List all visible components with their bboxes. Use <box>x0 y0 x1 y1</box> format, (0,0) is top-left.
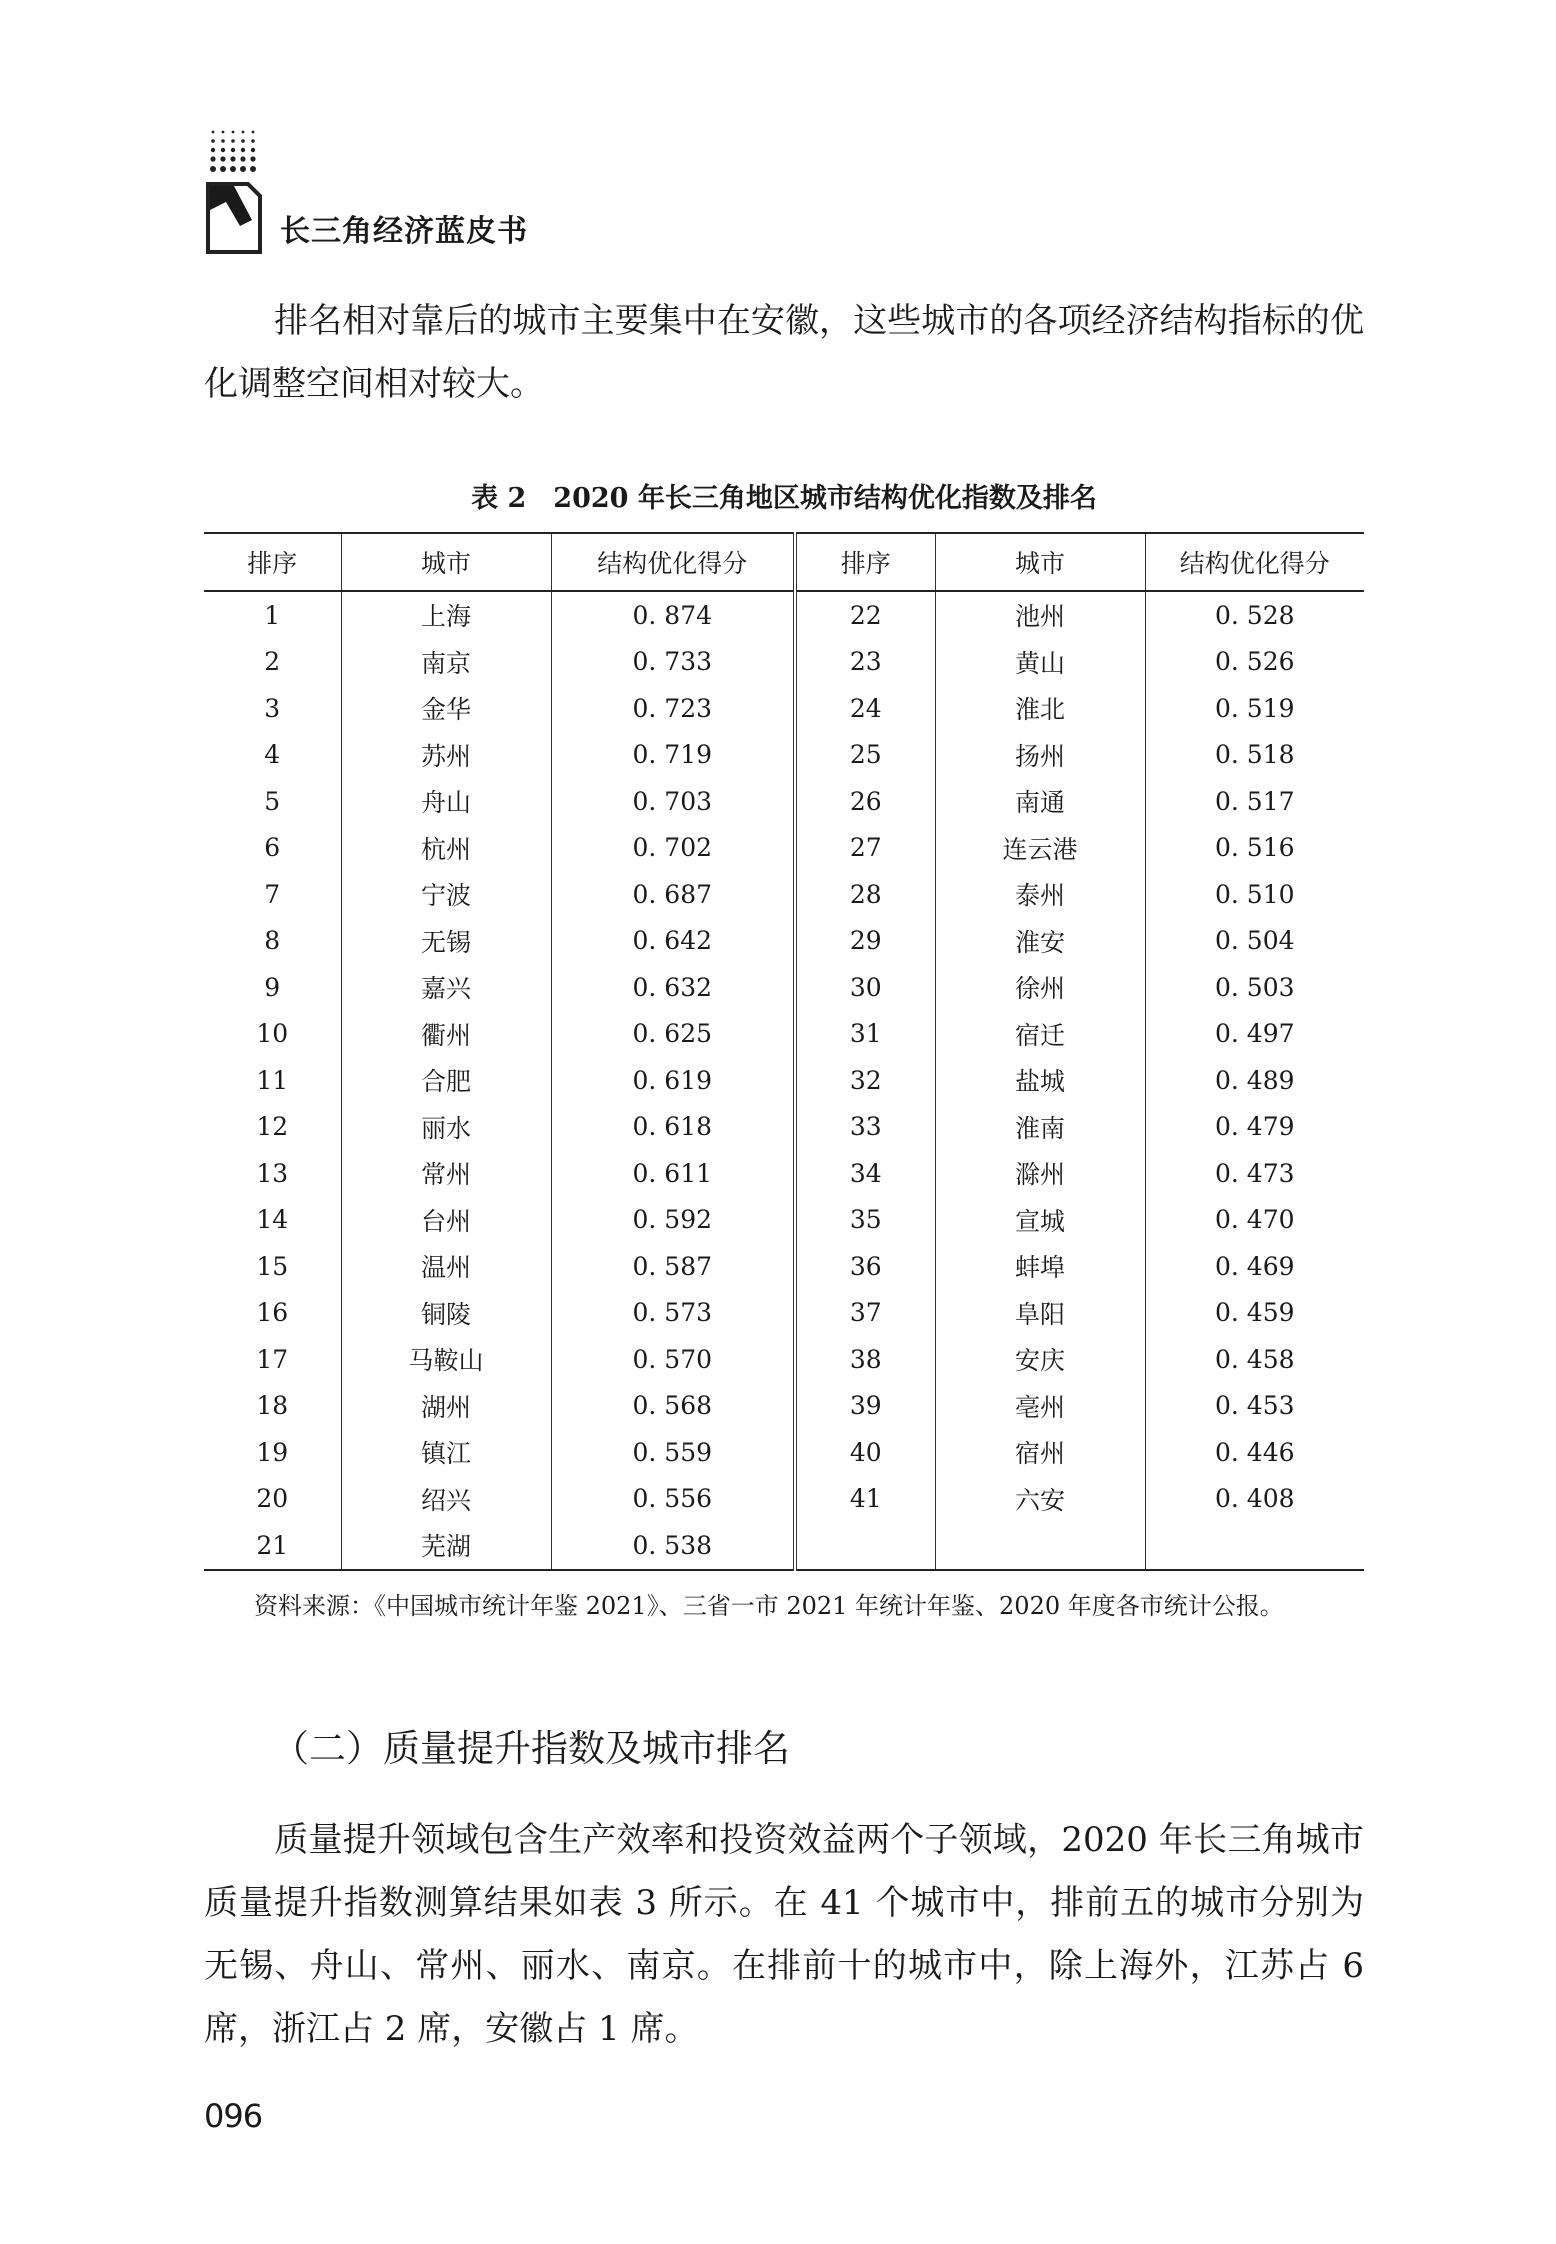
table-row <box>204 639 1364 686</box>
cell-city: 连云港 <box>935 825 1145 872</box>
cell-rank: 30 <box>795 964 935 1011</box>
cell-rank: 19 <box>256 1437 289 1467</box>
cell-score: 0. 632 <box>551 964 795 1011</box>
cell-score: 0. 619 <box>551 1057 795 1104</box>
cell-city: 常州 <box>341 1150 551 1197</box>
cell-score: 0. 470 <box>1145 1197 1364 1244</box>
cell-rank: 35 <box>795 1197 935 1244</box>
cell-score: 0. 687 <box>551 871 795 918</box>
cell-score: 0. 723 <box>551 685 795 732</box>
table-row <box>204 778 1364 825</box>
cell-city: 温州 <box>341 1243 551 1290</box>
cell-city: 宣城 <box>935 1197 1145 1244</box>
cell-rank: 15 <box>256 1251 289 1281</box>
cell-score: 0. 518 <box>1145 732 1364 779</box>
cell-rank: 40 <box>795 1429 935 1476</box>
table-row <box>204 591 1364 639</box>
cell-city: 杭州 <box>341 825 551 872</box>
cell-city: 池州 <box>935 591 1145 639</box>
cell-city: 亳州 <box>935 1383 1145 1430</box>
cell-city: 芜湖 <box>341 1522 551 1570</box>
table-row <box>204 1104 1364 1151</box>
cell-rank: 36 <box>795 1243 935 1290</box>
cell-rank: 22 <box>795 591 935 639</box>
cell-score: 0. 458 <box>1145 1336 1364 1383</box>
cell-score: 0. 703 <box>551 778 795 825</box>
cell-city <box>935 1522 1145 1570</box>
ranking-table-body <box>204 591 1364 1570</box>
cell-rank: 39 <box>795 1383 935 1430</box>
table-row <box>204 1429 1364 1476</box>
cell-score: 0. 503 <box>1145 964 1364 1011</box>
cell-city: 苏州 <box>341 732 551 779</box>
cell-city: 镇江 <box>341 1429 551 1476</box>
cell-score: 0. 587 <box>551 1243 795 1290</box>
cell-rank: 6 <box>264 833 281 863</box>
cell-city: 舟山 <box>341 778 551 825</box>
section-heading: （二）质量提升指数及城市排名 <box>272 1727 790 1770</box>
cell-rank: 13 <box>256 1158 289 1188</box>
cell-score: 0. 719 <box>551 732 795 779</box>
cell-score: 0. 489 <box>1145 1057 1364 1104</box>
cell-rank: 5 <box>264 786 281 816</box>
cell-rank: 29 <box>795 918 935 965</box>
cell-city: 六安 <box>935 1476 1145 1523</box>
cell-city: 淮南 <box>935 1104 1145 1151</box>
cell-rank: 24 <box>795 685 935 732</box>
cell-rank: 20 <box>256 1484 289 1514</box>
cell-rank: 10 <box>256 1019 289 1049</box>
table-row <box>204 1336 1364 1383</box>
running-header <box>204 128 564 258</box>
bookmark-arrow-icon <box>204 180 264 256</box>
table-row <box>204 1522 1364 1570</box>
cell-score: 0. 618 <box>551 1104 795 1151</box>
cell-rank: 1 <box>264 600 281 630</box>
cell-score: 0. 874 <box>551 591 795 639</box>
cell-score: 0. 556 <box>551 1476 795 1523</box>
table-source-note: 资料来源：《中国城市统计年鉴 2021》、三省一市 2021 年统计年鉴、2020 年度各市统计公报。 <box>254 1592 1284 1620</box>
cell-city: 宿州 <box>935 1429 1145 1476</box>
table-row <box>204 732 1364 779</box>
col-header-score: 结构优化得分 <box>551 533 795 591</box>
cell-rank: 32 <box>795 1057 935 1104</box>
cell-rank: 18 <box>256 1391 289 1421</box>
table-header-row <box>204 533 1364 591</box>
cell-city: 嘉兴 <box>341 964 551 1011</box>
table-row <box>204 1197 1364 1244</box>
cell-city: 阜阳 <box>935 1290 1145 1337</box>
col-header-rank: 排序 <box>204 533 341 591</box>
cell-city: 宿迁 <box>935 1011 1145 1058</box>
cell-city: 湖州 <box>341 1383 551 1430</box>
cell-score: 0. 473 <box>1145 1150 1364 1197</box>
cell-city: 宁波 <box>341 871 551 918</box>
cell-rank: 14 <box>256 1205 289 1235</box>
cell-city: 黄山 <box>935 639 1145 686</box>
cell-rank: 31 <box>795 1011 935 1058</box>
cell-city: 南通 <box>935 778 1145 825</box>
cell-rank: 34 <box>795 1150 935 1197</box>
cell-score: 0. 642 <box>551 918 795 965</box>
cell-score: 0. 519 <box>1145 685 1364 732</box>
cell-city: 绍兴 <box>341 1476 551 1523</box>
cell-score: 0. 479 <box>1145 1104 1364 1151</box>
cell-score: 0. 446 <box>1145 1429 1364 1476</box>
table-row <box>204 964 1364 1011</box>
cell-score: 0. 592 <box>551 1197 795 1244</box>
dot-grid-icon <box>209 128 269 178</box>
table-row <box>204 1243 1364 1290</box>
cell-rank: 28 <box>795 871 935 918</box>
book-title: 长三角经济蓝皮书 <box>280 214 528 249</box>
cell-score: 0. 528 <box>1145 591 1364 639</box>
cell-rank: 25 <box>795 732 935 779</box>
cell-city: 淮北 <box>935 685 1145 732</box>
cell-city: 蚌埠 <box>935 1243 1145 1290</box>
cell-score: 0. 459 <box>1145 1290 1364 1337</box>
cell-score: 0. 733 <box>551 639 795 686</box>
cell-city: 泰州 <box>935 871 1145 918</box>
cell-city: 金华 <box>341 685 551 732</box>
table-title: 表 2 2020 年长三角地区城市结构优化指数及排名 <box>471 483 1097 514</box>
cell-city: 上海 <box>341 591 551 639</box>
cell-score: 0. 408 <box>1145 1476 1364 1523</box>
cell-score: 0. 469 <box>1145 1243 1364 1290</box>
table-row <box>204 1150 1364 1197</box>
cell-rank: 11 <box>256 1065 289 1095</box>
table-row <box>204 1290 1364 1337</box>
cell-score: 0. 526 <box>1145 639 1364 686</box>
table-row <box>204 918 1364 965</box>
cell-rank: 33 <box>795 1104 935 1151</box>
cell-city: 无锡 <box>341 918 551 965</box>
cell-score: 0. 611 <box>551 1150 795 1197</box>
cell-city: 丽水 <box>341 1104 551 1151</box>
cell-rank: 3 <box>264 693 281 723</box>
cell-rank: 2 <box>264 647 281 677</box>
cell-rank: 8 <box>264 926 281 956</box>
cell-score: 0. 559 <box>551 1429 795 1476</box>
page-number: 096 <box>204 2097 263 2135</box>
cell-city: 合肥 <box>341 1057 551 1104</box>
table-row <box>204 1476 1364 1523</box>
cell-score: 0. 573 <box>551 1290 795 1337</box>
table-row <box>204 1057 1364 1104</box>
col-header-city: 城市 <box>341 533 551 591</box>
cell-rank: 27 <box>795 825 935 872</box>
table-row <box>204 1011 1364 1058</box>
cell-city: 马鞍山 <box>341 1336 551 1383</box>
cell-city: 衢州 <box>341 1011 551 1058</box>
cell-rank: 12 <box>256 1112 289 1142</box>
paragraph-intro: 排名相对靠后的城市主要集中在安徽，这些城市的各项经济结构指标的优化调整空间相对较大。 <box>204 301 1364 404</box>
cell-score: 0. 702 <box>551 825 795 872</box>
ranking-table <box>204 532 1364 1571</box>
cell-score: 0. 504 <box>1145 918 1364 965</box>
table-row <box>204 871 1364 918</box>
cell-rank: 17 <box>256 1344 289 1374</box>
cell-rank: 23 <box>795 639 935 686</box>
cell-rank: 37 <box>795 1290 935 1337</box>
col-header-score: 结构优化得分 <box>1145 533 1364 591</box>
cell-rank: 9 <box>264 972 281 1002</box>
cell-score <box>1145 1522 1364 1570</box>
cell-score: 0. 517 <box>1145 778 1364 825</box>
cell-rank: 41 <box>795 1476 935 1523</box>
paragraph-quality: 质量提升领域包含生产效率和投资效益两个子领域，2020 年长三角城市质量提升指数测算结果如表 3 所示。在 41 个城市中，排前五的城市分别为无锡、舟山、常州、丽水、南京。在排前十的城市中，除上海外，江苏占 6 席，浙江占 2 席，安徽占 1 席。 <box>204 1820 1364 2049</box>
cell-rank: 4 <box>264 740 281 770</box>
cell-rank: 7 <box>264 879 281 909</box>
table-row <box>204 1383 1364 1430</box>
cell-city: 扬州 <box>935 732 1145 779</box>
cell-score: 0. 568 <box>551 1383 795 1430</box>
cell-score: 0. 625 <box>551 1011 795 1058</box>
cell-city: 徐州 <box>935 964 1145 1011</box>
cell-score: 0. 538 <box>551 1522 795 1570</box>
col-header-rank: 排序 <box>795 533 935 591</box>
cell-city: 安庆 <box>935 1336 1145 1383</box>
table-row <box>204 825 1364 872</box>
cell-rank: 16 <box>256 1298 289 1328</box>
table-row <box>204 685 1364 732</box>
cell-rank: 38 <box>795 1336 935 1383</box>
cell-score: 0. 497 <box>1145 1011 1364 1058</box>
cell-score: 0. 510 <box>1145 871 1364 918</box>
cell-city: 滁州 <box>935 1150 1145 1197</box>
cell-score: 0. 570 <box>551 1336 795 1383</box>
cell-city: 台州 <box>341 1197 551 1244</box>
cell-rank: 26 <box>795 778 935 825</box>
col-header-city: 城市 <box>935 533 1145 591</box>
cell-city: 淮安 <box>935 918 1145 965</box>
cell-score: 0. 453 <box>1145 1383 1364 1430</box>
cell-city: 南京 <box>341 639 551 686</box>
cell-rank: 21 <box>204 1522 341 1570</box>
cell-score: 0. 516 <box>1145 825 1364 872</box>
cell-rank <box>795 1522 935 1570</box>
cell-city: 铜陵 <box>341 1290 551 1337</box>
cell-city: 盐城 <box>935 1057 1145 1104</box>
